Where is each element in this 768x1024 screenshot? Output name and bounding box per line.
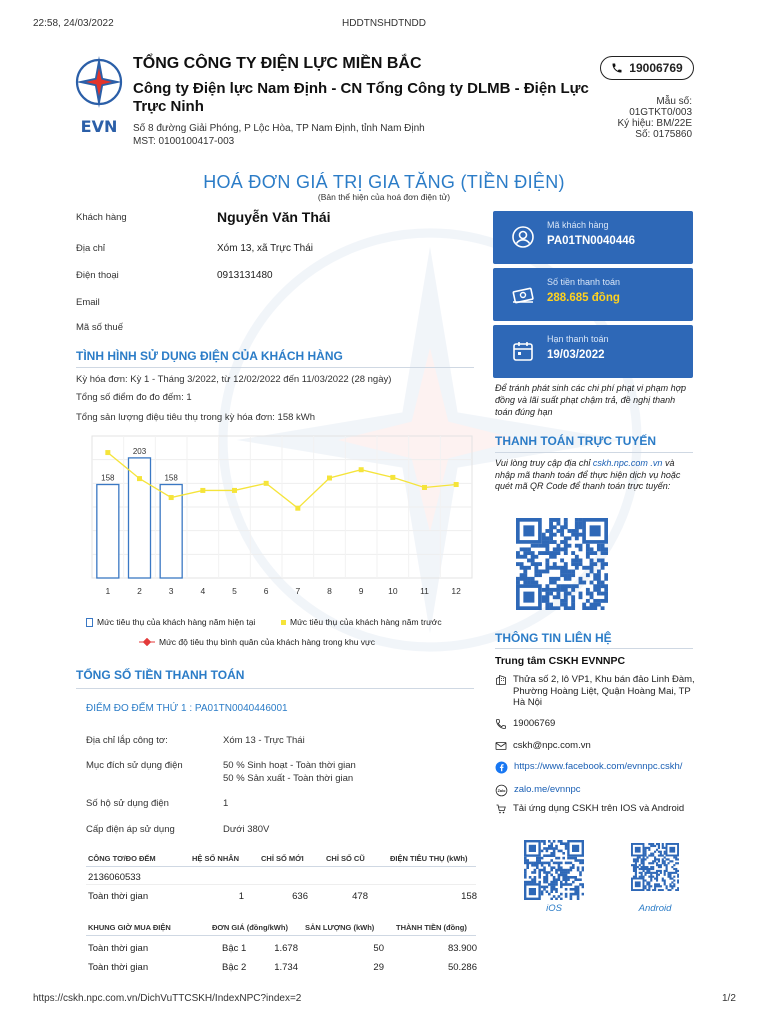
ios-qr-code[interactable] — [524, 840, 584, 900]
price-row-1-unit: 1.678 — [274, 943, 298, 954]
price-row-1-qty: 50 — [373, 943, 384, 954]
chart-x-tick: 9 — [358, 586, 364, 596]
payment-qr-code[interactable] — [516, 518, 608, 610]
legend-avg-swatch — [139, 638, 155, 646]
usage-period: Kỳ hóa đơn: Kỳ 1 - Tháng 3/2022, từ 12/02/2022 đến 11/03/2022 (28 ngày) — [76, 374, 392, 385]
contact-section-title: THÔNG TIN LIÊN HỆ — [495, 631, 612, 645]
customer-name-label: Khách hàng — [76, 212, 127, 223]
hotline-number: 19006769 — [629, 61, 683, 75]
due-date: 19/03/2022 — [547, 349, 605, 361]
branch-name — [133, 80, 603, 116]
chart-x-tick: 3 — [168, 586, 174, 596]
money-icon — [511, 282, 535, 306]
calendar-icon — [511, 339, 535, 363]
chart-point-previous-year — [295, 506, 300, 511]
svg-text:Zalo: Zalo — [497, 789, 506, 794]
meter-header-line — [86, 866, 476, 867]
building-icon — [495, 674, 507, 686]
price-row-1-amount: 83.900 — [447, 943, 477, 954]
branch-line-2: Trực Ninh — [133, 98, 204, 115]
contact-phone: 19006769 — [513, 718, 556, 729]
online-text-before: Vui lòng truy cập địa chỉ — [495, 458, 593, 468]
legend-average — [139, 637, 375, 647]
payment-divider — [76, 688, 474, 689]
due-label: Hạn thanh toán — [547, 334, 609, 344]
invoice-subtitle: (Bản thể hiện của hoá đơn điện tử) — [317, 192, 451, 202]
legend-current-label: Mức tiêu thụ của khách hàng năm hiện tại — [97, 617, 256, 627]
online-divider — [495, 452, 693, 453]
phone-icon — [611, 62, 623, 74]
evn-logo-icon — [74, 54, 124, 110]
legend-prev-swatch — [281, 620, 286, 625]
contact-address-row — [495, 674, 700, 709]
branch-line-1: Công ty Điện lực Nam Định - CN Tổng Công ty DLMB - Điện Lực — [133, 80, 589, 97]
meter-col-new: CHỈ SỐ MỚI — [261, 854, 304, 863]
chart-x-tick: 6 — [263, 586, 269, 596]
usage-meter-count: Tổng số điểm đo đo đếm: 1 — [76, 392, 192, 403]
purpose-1: 50 % Sinh hoạt - Toàn thời gian — [223, 760, 356, 771]
usage-divider — [76, 367, 474, 368]
chart-point-previous-year — [422, 485, 427, 490]
chart-point-previous-year — [359, 467, 364, 472]
price-row-1-period: Toàn thời gian — [88, 943, 149, 954]
zalo-icon — [495, 784, 508, 797]
contact-email-row[interactable] — [495, 740, 591, 752]
customer-code: PA01TN0040446 — [547, 235, 636, 247]
contact-email: cskh@npc.com.vn — [513, 740, 591, 751]
meter-row-new: 636 — [292, 891, 308, 902]
amount-value: 288.685 đồng — [547, 292, 620, 304]
meter-row-multiplier: 1 — [238, 891, 244, 902]
price-row-2-qty: 29 — [373, 962, 384, 973]
company-tax: MST: 0100100417-003 — [133, 136, 235, 147]
install-label: Địa chỉ lắp công tơ: — [86, 735, 168, 746]
meter-row-old: 478 — [352, 891, 368, 902]
voltage-label: Cấp điện áp sử dụng — [86, 824, 175, 835]
chart-point-previous-year — [390, 475, 395, 480]
company-address: Số 8 đường Giải Phóng, P Lộc Hòa, TP Nam Định, tỉnh Nam Định — [133, 123, 425, 134]
contact-app: Tải ứng dụng CSKH trên IOS và Android — [513, 803, 685, 814]
customer-address-label: Địa chỉ — [76, 243, 106, 254]
purpose-2: 50 % Sản xuất - Toàn thời gian — [223, 773, 354, 784]
chart-bar — [129, 458, 151, 578]
meter-col-meter: CÔNG TƠ/ĐO ĐẾM — [88, 854, 156, 863]
purpose-label: Mục đích sử dụng điện — [86, 760, 183, 771]
android-qr-code[interactable] — [631, 843, 679, 891]
install-value: Xóm 13 - Trực Thái — [223, 735, 305, 746]
chart-data-label: 158 — [101, 473, 115, 483]
price-header-line — [86, 935, 476, 936]
chart-data-label: 158 — [164, 473, 178, 483]
chart-x-tick: 2 — [137, 586, 142, 596]
online-link[interactable]: cskh.npc.com .vn — [592, 458, 663, 468]
mail-icon — [495, 740, 507, 752]
contact-phone-row[interactable] — [495, 718, 555, 730]
voltage-value: Dưới 380V — [223, 824, 270, 835]
chart-x-tick: 11 — [420, 586, 429, 596]
meter-id: 2136060533 — [88, 872, 141, 883]
usage-section-title: TÌNH HÌNH SỬ DỤNG ĐIỆN CỦA KHÁCH HÀNG — [76, 349, 343, 363]
phone-icon — [495, 718, 507, 730]
price-col-period: KHUNG GIỜ MUA ĐIỆN — [88, 923, 171, 932]
invoice-title: HOÁ ĐƠN GIÁ TRỊ GIA TĂNG (TIỀN ĐIỆN) — [203, 172, 565, 192]
contact-app-row — [495, 803, 700, 815]
contact-facebook: https://www.facebook.com/evnnpc.cskh/ — [514, 761, 683, 772]
chart-point-previous-year — [105, 450, 110, 455]
print-datetime: 22:58, 24/03/2022 — [33, 18, 114, 29]
chart-x-tick: 8 — [327, 586, 332, 596]
households-label: Số hộ sử dụng điện — [86, 798, 169, 809]
form-value: 01GTKT0/003 — [629, 107, 692, 118]
print-title: HDDTNSHDTNDD — [342, 18, 426, 29]
chart-data-label: 203 — [132, 446, 147, 456]
chart-bar — [97, 485, 119, 578]
meter-point-title: ĐIỂM ĐO ĐẾM THỨ 1 : PA01TN0040446001 — [86, 703, 288, 714]
price-row-1-tier: Bậc 1 — [222, 943, 247, 954]
meter-col-old: CHỈ SỐ CŨ — [326, 854, 365, 863]
usage-total: Tổng sản lượng điệu tiêu thụ trong kỳ hóa đơn: 158 kWh — [76, 412, 316, 423]
online-text-after: và nhập mã thanh toán để thực hiện dịch vụ hoặc quét mã QR Code để thanh toán trực tuyến: — [495, 458, 681, 491]
meter-col-multiplier: HỆ SỐ NHÂN — [192, 854, 240, 863]
price-col-amount: THÀNH TIỀN (đồng) — [396, 923, 467, 932]
facebook-icon — [495, 761, 508, 774]
price-row-2-unit: 1.734 — [274, 962, 298, 973]
chart-x-tick: 5 — [232, 586, 237, 596]
invoice-number: Số: 0175860 — [635, 129, 692, 140]
chart-point-previous-year — [137, 476, 142, 481]
chart-x-tick: 12 — [451, 586, 461, 596]
contact-divider — [495, 648, 693, 649]
chart-point-previous-year — [327, 476, 332, 481]
print-url: https://cskh.npc.com.vn/DichVuTTCSKH/IndexNPC?index=2 — [33, 993, 302, 1004]
chart-x-tick: 7 — [295, 586, 301, 596]
contact-zalo: zalo.me/evnnpc — [514, 784, 581, 795]
price-col-unit: ĐƠN GIÁ (đồng/kWh) — [212, 923, 288, 932]
payment-warning: Để tránh phát sinh các chi phí phạt vi phạm hợp đồng và lãi suất phạt chậm trả, đề nghị thanh toán đúng hạn — [495, 383, 687, 417]
legend-previous — [281, 617, 442, 627]
qr-modules — [631, 843, 679, 891]
chart-x-tick: 10 — [388, 586, 398, 596]
customer-email-label: Email — [76, 297, 100, 308]
qr-modules — [516, 518, 608, 610]
android-label[interactable]: Android — [638, 903, 672, 914]
customer-code-label: Mã khách hàng — [547, 220, 609, 230]
company-address-block — [133, 122, 425, 148]
contact-center: Trung tâm CSKH EVNNPC — [495, 655, 626, 667]
customer-code-card — [493, 211, 693, 264]
chart-point-previous-year — [169, 495, 174, 500]
customer-phone: 0913131480 — [217, 270, 273, 281]
price-col-quantity: SẢN LƯỢNG (kWh) — [305, 923, 375, 932]
legend-current — [86, 617, 255, 627]
price-row-2-period: Toàn thời gian — [88, 962, 149, 973]
chart-point-previous-year — [264, 481, 269, 486]
legend-average-label: Mức độ tiêu thụ bình quân của khách hàng trong khu vực — [159, 637, 375, 647]
legend-bar-swatch — [86, 618, 93, 627]
company-name: TỔNG CÔNG TY ĐIỆN LỰC MIỀN BẮC — [133, 55, 422, 72]
meter-row-consumption: 158 — [461, 891, 477, 902]
online-instructions — [495, 458, 695, 493]
meter-row-period: Toàn thời gian — [88, 891, 149, 902]
customer-address: Xóm 13, xã Trực Thái — [217, 243, 313, 254]
evn-logo-text: EVN — [80, 117, 118, 136]
chart-x-tick: 1 — [105, 586, 111, 596]
customer-phone-label: Điện thoại — [76, 270, 119, 281]
customer-tax-label: Mã số thuế — [76, 322, 123, 333]
usage-chart — [80, 432, 480, 602]
chart-point-previous-year — [200, 488, 205, 493]
customer-name: Nguyễn Văn Thái — [217, 209, 331, 225]
online-section-title: THANH TOÁN TRỰC TUYẾN — [495, 434, 657, 448]
qr-modules — [524, 840, 584, 900]
chart-point-previous-year — [232, 488, 237, 493]
households-value: 1 — [223, 798, 229, 809]
meter-col-consumption: ĐIỆN TIÊU THỤ (kWh) — [390, 854, 468, 863]
contact-zalo-row[interactable] — [495, 784, 581, 797]
legend-previous-label: Mức tiêu thụ của khách hàng năm trước — [290, 617, 442, 627]
contact-address: Thửa số 2, lô VP1, Khu bán đảo Linh Đàm, Phường Hoàng Liệt, Quận Hoàng Mai, TP Hà Nội — [513, 674, 695, 708]
chart-x-tick: 4 — [200, 586, 206, 596]
payment-section-title: TỔNG SỐ TIỀN THANH TOÁN — [76, 668, 245, 682]
user-icon — [511, 225, 535, 249]
evn-logo — [74, 54, 124, 136]
form-label: Mẫu số: — [656, 96, 692, 107]
price-row-2-amount: 50.286 — [447, 962, 477, 973]
hotline-button[interactable] — [600, 56, 694, 80]
contact-facebook-row[interactable] — [495, 761, 682, 774]
cart-icon — [495, 803, 507, 815]
meter-row-line — [86, 884, 476, 885]
due-card — [493, 325, 693, 378]
ios-label[interactable]: iOS — [546, 903, 562, 914]
price-row-2-tier: Bậc 2 — [222, 962, 247, 973]
amount-label: Số tiền thanh toán — [547, 277, 621, 287]
amount-card — [493, 268, 693, 321]
print-page: 1/2 — [722, 993, 736, 1004]
serial: Ký hiệu: BM/22E — [617, 118, 692, 129]
chart-point-previous-year — [454, 482, 459, 487]
